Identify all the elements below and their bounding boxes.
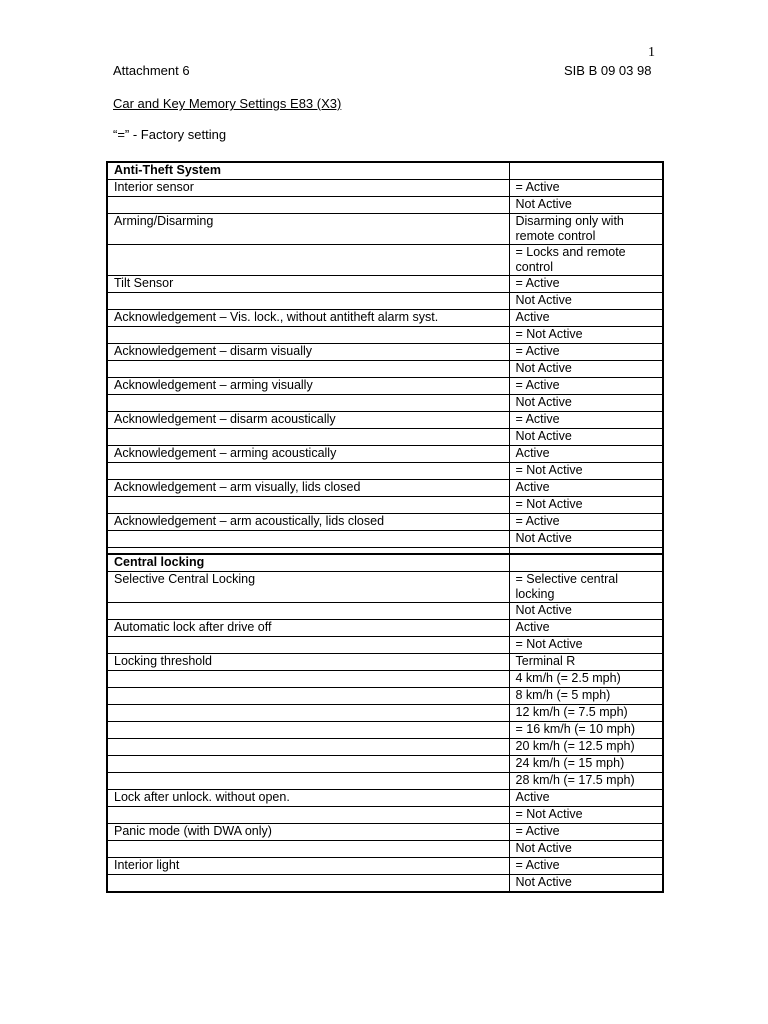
table-row (107, 180, 663, 197)
feature-cell (107, 497, 509, 514)
table-row (107, 858, 663, 875)
feature-cell (107, 773, 509, 790)
option-cell: = Not Active (509, 637, 663, 654)
feature-cell (107, 637, 509, 654)
table-row (107, 395, 663, 412)
page-number: 1 (648, 45, 655, 60)
option-cell: 12 km/h (= 7.5 mph) (509, 705, 663, 722)
feature-cell: Lock after unlock. without open. (107, 790, 509, 807)
feature-cell (107, 197, 509, 214)
feature-cell (107, 756, 509, 773)
table-row (107, 463, 663, 480)
option-cell: Active (509, 620, 663, 637)
table-row (107, 429, 663, 446)
table-row (107, 344, 663, 361)
feature-cell (107, 739, 509, 756)
option-cell: Active (509, 310, 663, 327)
feature-cell (107, 463, 509, 480)
table-row (107, 293, 663, 310)
option-cell: = Locks and remote control (509, 245, 663, 276)
feature-cell (107, 841, 509, 858)
feature-cell: Automatic lock after drive off (107, 620, 509, 637)
option-cell: = 16 km/h (= 10 mph) (509, 722, 663, 739)
feature-cell: Acknowledgement – disarm acoustically (107, 412, 509, 429)
feature-cell: Acknowledgement – Vis. lock., without antitheft alarm syst. (107, 310, 509, 327)
option-cell: Active (509, 446, 663, 463)
option-cell: = Not Active (509, 497, 663, 514)
attachment-label: Attachment 6 (113, 63, 190, 78)
option-cell: 20 km/h (= 12.5 mph) (509, 739, 663, 756)
section-header-empty-cell (509, 554, 663, 572)
option-cell: Terminal R (509, 654, 663, 671)
table-row (107, 875, 663, 893)
option-cell: = Not Active (509, 807, 663, 824)
feature-cell: Interior sensor (107, 180, 509, 197)
table-row (107, 637, 663, 654)
option-cell: 24 km/h (= 15 mph) (509, 756, 663, 773)
table-row (107, 572, 663, 603)
feature-cell (107, 722, 509, 739)
option-cell: = Active (509, 824, 663, 841)
option-cell: Not Active (509, 531, 663, 548)
table-row (107, 214, 663, 245)
option-cell: 4 km/h (= 2.5 mph) (509, 671, 663, 688)
feature-cell: Selective Central Locking (107, 572, 509, 603)
settings-table-body (107, 162, 663, 892)
table-row (107, 824, 663, 841)
feature-cell: Locking threshold (107, 654, 509, 671)
feature-cell (107, 531, 509, 548)
feature-cell: Acknowledgement – arm acoustically, lids closed (107, 514, 509, 531)
table-row (107, 310, 663, 327)
factory-setting-legend: “=” - Factory setting (113, 127, 227, 142)
feature-cell: Acknowledgement – disarm visually (107, 344, 509, 361)
table-row (107, 446, 663, 463)
option-cell: Not Active (509, 197, 663, 214)
option-cell: Not Active (509, 293, 663, 310)
table-row (107, 756, 663, 773)
table-row (107, 654, 663, 671)
option-cell: = Active (509, 412, 663, 429)
option-cell: = Active (509, 514, 663, 531)
table-row (107, 412, 663, 429)
table-row (107, 603, 663, 620)
feature-cell (107, 807, 509, 824)
feature-cell (107, 429, 509, 446)
section-header-row (107, 554, 663, 572)
table-row (107, 245, 663, 276)
section-title: Central locking (107, 554, 509, 572)
table-row (107, 361, 663, 378)
feature-cell: Panic mode (with DWA only) (107, 824, 509, 841)
feature-cell (107, 361, 509, 378)
option-cell: Not Active (509, 841, 663, 858)
option-cell: = Active (509, 276, 663, 293)
table-row (107, 773, 663, 790)
option-cell: = Active (509, 344, 663, 361)
table-row (107, 620, 663, 637)
section-header-row (107, 162, 663, 180)
feature-cell: Interior light (107, 858, 509, 875)
option-cell: Not Active (509, 361, 663, 378)
feature-cell (107, 293, 509, 310)
table-row (107, 480, 663, 497)
option-cell: 8 km/h (= 5 mph) (509, 688, 663, 705)
option-cell: Not Active (509, 875, 663, 893)
table-row (107, 807, 663, 824)
feature-cell (107, 603, 509, 620)
feature-cell (107, 327, 509, 344)
option-cell: = Active (509, 180, 663, 197)
feature-cell (107, 875, 509, 893)
table-row (107, 327, 663, 344)
feature-cell (107, 705, 509, 722)
option-cell: Not Active (509, 603, 663, 620)
table-row (107, 197, 663, 214)
section-header-empty-cell (509, 162, 663, 180)
option-cell: Not Active (509, 429, 663, 446)
option-cell: Disarming only with remote control (509, 214, 663, 245)
feature-cell: Acknowledgement – arm visually, lids closed (107, 480, 509, 497)
table-row (107, 531, 663, 548)
document-title: Car and Key Memory Settings E83 (X3) (113, 96, 342, 111)
feature-cell (107, 245, 509, 276)
table-row (107, 705, 663, 722)
option-cell: Active (509, 480, 663, 497)
option-cell: = Active (509, 858, 663, 875)
table-row (107, 841, 663, 858)
table-row (107, 739, 663, 756)
feature-cell: Arming/Disarming (107, 214, 509, 245)
table-row (107, 722, 663, 739)
option-cell: = Not Active (509, 327, 663, 344)
table-row (107, 276, 663, 293)
table-row (107, 497, 663, 514)
feature-cell: Acknowledgement – arming visually (107, 378, 509, 395)
option-cell: Active (509, 790, 663, 807)
feature-cell: Acknowledgement – arming acoustically (107, 446, 509, 463)
table-row (107, 790, 663, 807)
table-row (107, 688, 663, 705)
option-cell: Not Active (509, 395, 663, 412)
feature-cell (107, 688, 509, 705)
option-cell: 28 km/h (= 17.5 mph) (509, 773, 663, 790)
table-row (107, 514, 663, 531)
section-title: Anti-Theft System (107, 162, 509, 180)
settings-table (106, 161, 664, 893)
table-row (107, 378, 663, 395)
feature-cell: Tilt Sensor (107, 276, 509, 293)
feature-cell (107, 395, 509, 412)
document-reference: SIB B 09 03 98 (564, 63, 652, 78)
feature-cell (107, 671, 509, 688)
table-row (107, 671, 663, 688)
option-cell: = Not Active (509, 463, 663, 480)
option-cell: = Active (509, 378, 663, 395)
option-cell: = Selective central locking (509, 572, 663, 603)
